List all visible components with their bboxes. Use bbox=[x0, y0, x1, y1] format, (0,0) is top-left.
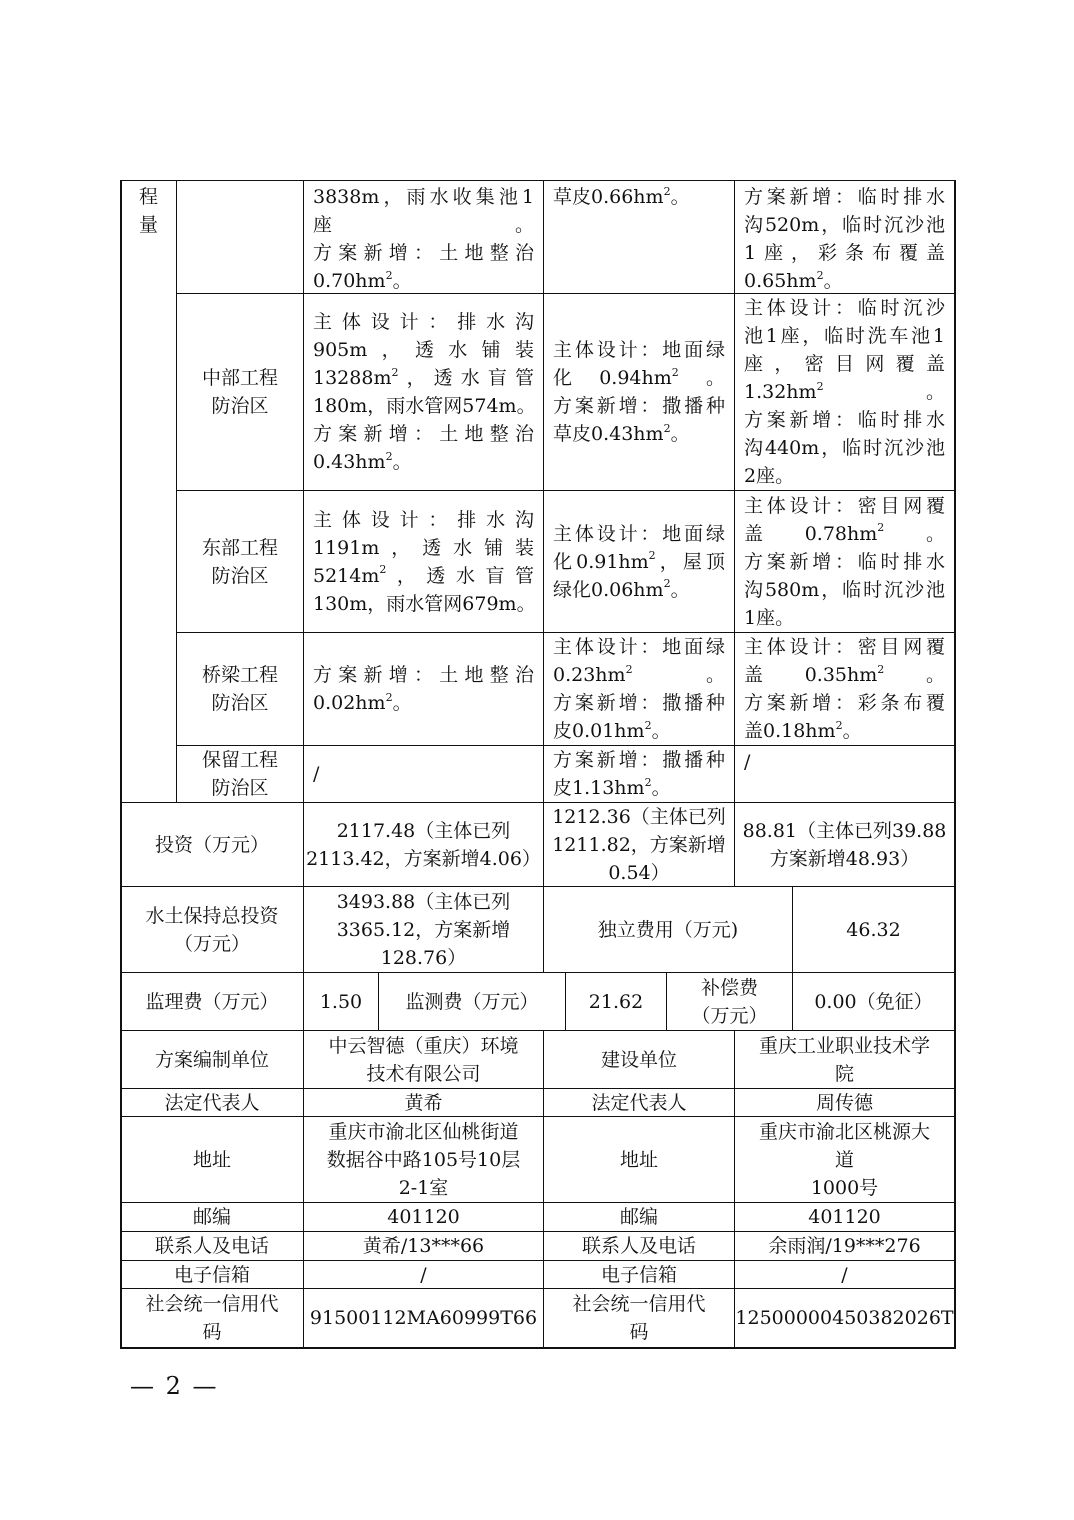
investment-plant: 1212.36（主体已列 1211.82，方案新增 0.54） bbox=[543, 802, 735, 887]
contact-value-right: 余雨润/19***276 bbox=[734, 1231, 955, 1261]
legal-rep-label-right: 法定代表人 bbox=[543, 1088, 735, 1117]
credit-code-label-right: 社会统一信用代 码 bbox=[543, 1288, 735, 1348]
contact-label-right: 联系人及电话 bbox=[543, 1231, 735, 1261]
zip-label-right: 邮编 bbox=[543, 1202, 735, 1232]
engineering-measure-cell: 方案新增：土地整治 $0.02hm^2$。 bbox=[303, 632, 544, 746]
engineering-measure-cell: 主体设计：排水沟 1191m，透水铺装 $5214m^2$，透水盲管 130m，雨水管网679m。 bbox=[303, 490, 544, 633]
plant-measure-cell: 草皮$0.66hm^2$。 bbox=[543, 180, 735, 294]
zone-name-cell: 桥梁工程 防治区 bbox=[176, 632, 304, 746]
unit-label-right: 建设单位 bbox=[543, 1030, 735, 1089]
temporary-measure-cell: 主体设计：密目网覆 盖$0.78hm^2$。 方案新增：临时排水 沟580m，临时沉沙池 1座。 bbox=[734, 490, 955, 633]
investment-engineering: 2117.48（主体已列 2113.42，方案新增4.06） bbox=[303, 802, 544, 887]
monitoring-fee-label: 监测费（万元） bbox=[378, 972, 566, 1031]
compensation-fee-label: 补偿费 （万元） bbox=[666, 972, 793, 1031]
zone-name-cell bbox=[176, 180, 304, 294]
email-value-left: / bbox=[303, 1260, 544, 1289]
unit-value-left: 中云智德（重庆）环境 技术有限公司 bbox=[303, 1030, 544, 1089]
legal-rep-value-right: 周传德 bbox=[734, 1088, 955, 1117]
address-label-right: 地址 bbox=[543, 1116, 735, 1203]
legal-rep-label-left: 法定代表人 bbox=[120, 1088, 304, 1117]
supervision-fee-value: 1.50 bbox=[303, 972, 379, 1031]
credit-code-value-right: 12500000450382026T bbox=[734, 1288, 955, 1348]
temporary-measure-cell: 主体设计：密目网覆 盖$0.35hm^2$。 方案新增：彩条布覆 盖$0.18hm^2$。 bbox=[734, 632, 955, 746]
contact-value-left: 黄希/13***66 bbox=[303, 1231, 544, 1261]
plant-measure-cell: 方案新增：撒播种 皮$1.13hm^2$。 bbox=[543, 745, 735, 803]
address-value-right: 重庆市渝北区桃源大 道 1000号 bbox=[734, 1116, 955, 1203]
temporary-measure-cell: 主体设计：临时沉沙 池1座，临时洗车池1 座，密目网覆盖 $1.32hm^2$。 方案新增：临时排水 沟440m，临时沉沙池 2座。 bbox=[734, 293, 955, 491]
section-label-cell: 程 量 bbox=[120, 180, 177, 803]
temporary-measure-cell: 方案新增：临时排水 沟520m，临时沉沙池 1座，彩条布覆盖 $0.65hm^2$。 bbox=[734, 180, 955, 294]
independent-fee-value: 46.32 bbox=[792, 886, 955, 973]
monitoring-fee-value: 21.62 bbox=[565, 972, 667, 1031]
zip-value-right: 401120 bbox=[734, 1202, 955, 1232]
credit-code-label-left: 社会统一信用代 码 bbox=[120, 1288, 304, 1348]
engineering-measure-cell: / bbox=[303, 745, 544, 803]
address-label-left: 地址 bbox=[120, 1116, 304, 1203]
independent-fee-label: 独立费用（万元) bbox=[543, 886, 793, 973]
legal-rep-value-left: 黄希 bbox=[303, 1088, 544, 1117]
total-investment-value: 3493.88（主体已列 3365.12，方案新增 128.76） bbox=[303, 886, 544, 973]
investment-label: 投资（万元） bbox=[120, 802, 304, 887]
temporary-measure-cell: / bbox=[734, 745, 955, 803]
address-value-left: 重庆市渝北区仙桃街道 数据谷中路105号10层 2-1室 bbox=[303, 1116, 544, 1203]
zip-value-left: 401120 bbox=[303, 1202, 544, 1232]
investment-temporary: 88.81（主体已列39.88 方案新增48.93） bbox=[734, 802, 955, 887]
email-label-left: 电子信箱 bbox=[120, 1260, 304, 1289]
zip-label-left: 邮编 bbox=[120, 1202, 304, 1232]
engineering-measure-cell: 主体设计：排水沟 905m，透水铺装 $13288m^2$，透水盲管 180m，雨水管网574m。 方案新增：土地整治 $0.43hm^2$。 bbox=[303, 293, 544, 491]
unit-label-left: 方案编制单位 bbox=[120, 1030, 304, 1089]
plant-measure-cell: 主体设计：地面绿 $0.23hm^2$。 方案新增：撒播种 皮$0.01hm^2$。 bbox=[543, 632, 735, 746]
email-value-right: / bbox=[734, 1260, 955, 1289]
engineering-measure-cell: 3838m，雨水收集池1 座。 方案新增：土地整治 $0.70hm^2$。 bbox=[303, 180, 544, 294]
zone-name-cell: 中部工程 防治区 bbox=[176, 293, 304, 491]
supervision-fee-label: 监理费（万元） bbox=[120, 972, 304, 1031]
plant-measure-cell: 主体设计：地面绿 化$0.94hm^2$。 方案新增：撒播种 草皮$0.43hm^2$。 bbox=[543, 293, 735, 491]
unit-value-right: 重庆工业职业技术学 院 bbox=[734, 1030, 955, 1089]
zone-name-cell: 东部工程 防治区 bbox=[176, 490, 304, 633]
contact-label-left: 联系人及电话 bbox=[120, 1231, 304, 1261]
zone-name-cell: 保留工程 防治区 bbox=[176, 745, 304, 803]
credit-code-value-left: 91500112MA60999T66 bbox=[303, 1288, 544, 1348]
compensation-fee-value: 0.00（免征） bbox=[792, 972, 955, 1031]
page-number: — 2 — bbox=[130, 1372, 219, 1400]
total-investment-label: 水土保持总投资 （万元） bbox=[120, 886, 304, 973]
email-label-right: 电子信箱 bbox=[543, 1260, 735, 1289]
plant-measure-cell: 主体设计：地面绿 化$0.91hm^2$，屋顶 绿化$0.06hm^2$。 bbox=[543, 490, 735, 633]
